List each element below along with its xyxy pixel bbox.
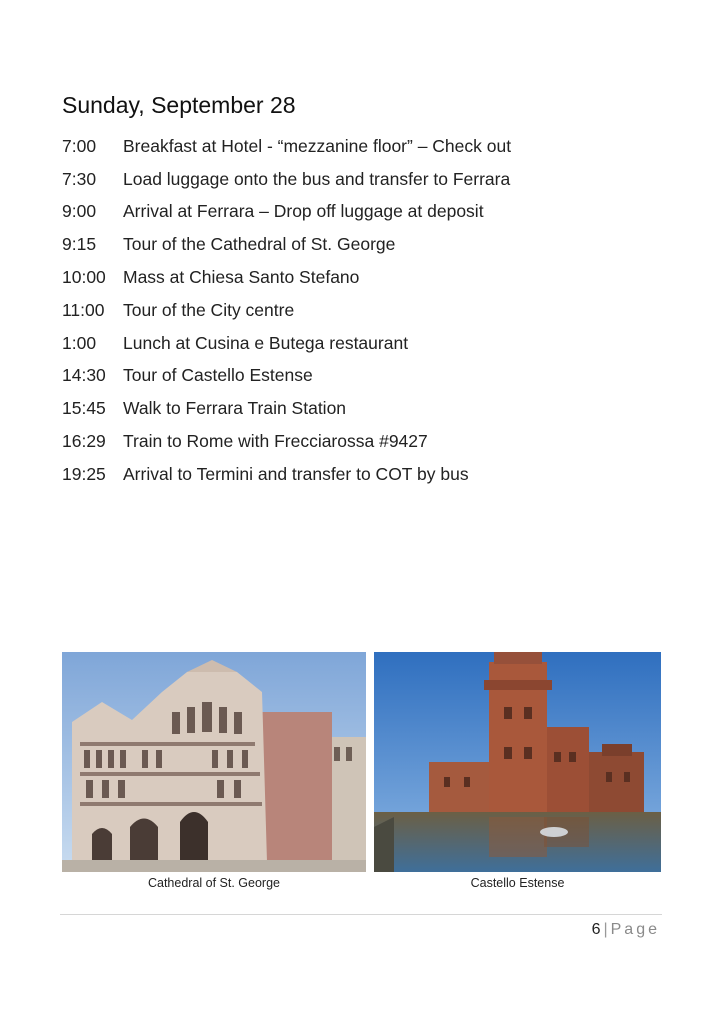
schedule-row xyxy=(62,228,662,261)
schedule-description: Train to Rome with Frecciarossa #9427 xyxy=(123,431,428,452)
schedule-row xyxy=(62,163,662,196)
schedule-time: 1:00 xyxy=(62,332,97,353)
schedule-description: Tour of the City centre xyxy=(123,299,295,320)
schedule-time: 9:00 xyxy=(62,201,97,222)
schedule-row xyxy=(62,360,662,393)
schedule-time: 7:30 xyxy=(62,168,97,189)
page-number: 6 xyxy=(591,921,601,938)
day-heading: Sunday, September 28 xyxy=(62,92,296,118)
page-footer xyxy=(592,921,660,939)
schedule-time: 11:00 xyxy=(62,299,105,320)
footer-divider xyxy=(60,914,662,915)
schedule-time: 14:30 xyxy=(62,365,106,386)
schedule-description: Tour of Castello Estense xyxy=(123,365,313,386)
schedule-description: Tour of the Cathedral of St. George xyxy=(123,234,396,255)
schedule-list xyxy=(62,130,662,491)
cathedral-caption: Cathedral of St. George xyxy=(147,876,281,890)
schedule-row xyxy=(62,458,662,491)
schedule-description: Lunch at Cusina e Butega restaurant xyxy=(123,332,409,353)
schedule-time: 15:45 xyxy=(62,398,106,419)
schedule-description: Load luggage onto the bus and transfer to Ferrara xyxy=(123,168,511,189)
schedule-row xyxy=(62,294,662,327)
schedule-row xyxy=(62,425,662,458)
schedule-time: 19:25 xyxy=(62,463,106,484)
castle-photo xyxy=(374,652,661,872)
schedule-description: Walk to Ferrara Train Station xyxy=(123,398,347,419)
schedule-row xyxy=(62,392,662,425)
schedule-time: 10:00 xyxy=(62,267,106,288)
schedule-description: Arrival at Ferrara – Drop off luggage at deposit xyxy=(123,201,484,222)
page-word: Page xyxy=(610,921,660,938)
schedule-description: Arrival to Termini and transfer to COT by bus xyxy=(123,463,469,484)
schedule-row xyxy=(62,130,662,163)
schedule-row xyxy=(62,327,662,360)
cathedral-photo xyxy=(62,652,366,872)
schedule-row xyxy=(62,261,662,294)
schedule-time: 9:15 xyxy=(62,234,97,255)
schedule-description: Breakfast at Hotel - “mezzanine floor” – Check out xyxy=(123,135,512,156)
schedule-time: 16:29 xyxy=(62,431,106,452)
footer-separator: | xyxy=(603,921,608,938)
schedule-row xyxy=(62,196,662,229)
schedule-description: Mass at Chiesa Santo Stefano xyxy=(123,267,360,288)
castle-caption: Castello Estense xyxy=(470,876,565,890)
schedule-time: 7:00 xyxy=(62,135,97,156)
